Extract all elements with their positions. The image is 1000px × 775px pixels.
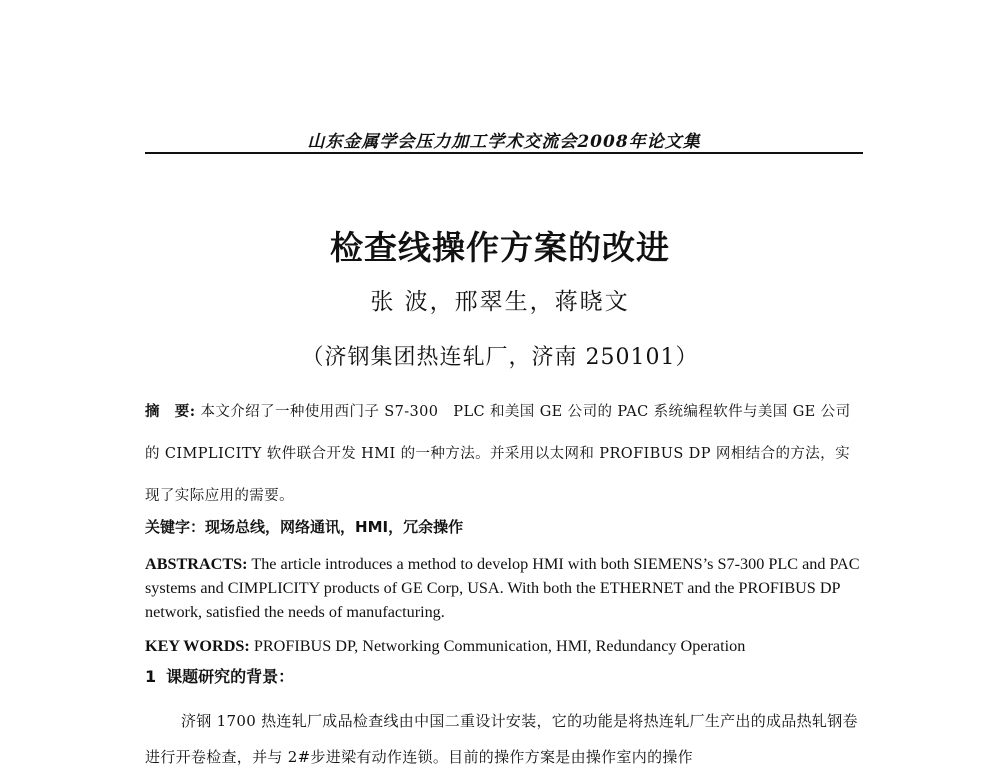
keywords-en-label: KEY WORDS: [145,637,250,655]
abstract-en [145,552,863,624]
section-1-number: 1 [145,667,157,686]
header-rule [145,152,863,154]
section-1-body: 济钢 1700 热连轧厂成品检查线由中国二重设计安装，它的功能是将热连轧厂生产出的成品热轧钢卷进行开卷检查，并与 2#步进梁有动作连锁。目前的操作方案是由操作室内的操作 [145,712,858,766]
paper-title: 检查线操作方案的改进 [330,228,670,267]
abstract-cn-text: 本文介绍了一种使用西门子 S7-300 PLC 和美国 GE 公司的 PAC 系统编程软件与美国 GE 公司的 CIMPLICITY 软件联合开发 HMI 的一种方法。并采用以太网和 PROFIBUS DP 网相结合的方法，实现了实际应用的需要。 [145,404,851,504]
abstract-en-label: ABSTRACTS: [145,555,248,573]
keywords-en [145,634,863,658]
abstract-cn-label: 摘 要: [145,403,196,420]
keywords-cn [145,516,863,537]
abstract-en-text: The article introduces a method to develop HMI with both SIEMENS’s S7-300 PLC and PAC systems and CIMPLICITY products of GE Corp, USA. With both the ETHERNET and the PROFIBUS DP network, satisfied the needs of manufacturing. [145,555,860,621]
authors: 张 波，邢翠生，蒋晓文 [370,289,630,315]
section-1-heading [145,664,294,687]
running-head: 山东金属学会压力加工学术交流会2008年论文集 [307,132,701,152]
keywords-en-text: PROFIBUS DP, Networking Communication, HMI, Redundancy Operation [249,637,746,655]
abstract-cn [145,391,863,517]
keywords-cn-label: 关键字： [145,518,206,536]
section-1-title: 课题研究的背景： [166,667,295,686]
affiliation: （济钢集团热连轧厂，济南 250101） [301,345,699,370]
keywords-cn-text: 现场总线，网络通讯，HMI，冗余操作 [205,518,464,536]
